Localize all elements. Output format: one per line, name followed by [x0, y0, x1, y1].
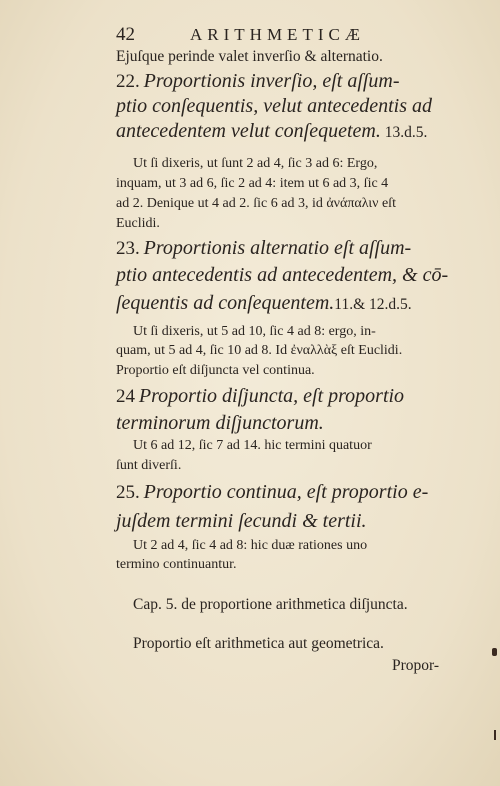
definition-text: ptio antecedentis ad antecedentem, & cō- — [116, 264, 449, 286]
definition-text — [116, 120, 427, 143]
text-line: Ejuſque perinde valet inverſio & alternatio. — [116, 48, 383, 65]
definition-text: juſdem termini ſecundi & tertii. — [116, 510, 367, 532]
running-title: ARITHMETICÆ — [190, 25, 365, 44]
example-line: ſunt diverſi. — [116, 458, 182, 473]
text-line: Proportio eſt diſjuncta vel continua. — [116, 363, 315, 378]
definition-heading-25 — [116, 481, 428, 504]
text-line: Proportio eſt arithmetica aut geometrica. — [133, 635, 384, 652]
definition-text-end: antecedentem velut conſequetem. — [116, 120, 381, 142]
definition-text: Proportio diſjuncta, eſt proportio — [138, 385, 405, 407]
definition-text-end: ſequentis ad conſequentem. — [116, 292, 335, 314]
definition-heading-24 — [116, 385, 404, 408]
catchword: Propor- — [392, 657, 440, 674]
example-line: termino continuantur. — [116, 557, 237, 572]
definition-heading-23 — [116, 237, 411, 260]
euclid-reference: 13.d.5. — [380, 124, 428, 141]
definition-text — [116, 292, 412, 315]
ink-mark — [494, 730, 496, 740]
chapter-heading: Cap. 5. de proportione arithmetica diſjuncta. — [133, 596, 408, 613]
example-line: Ut ſi dixeris, ut ſunt 2 ad 4, ſic 3 ad 6: Ergo, — [133, 156, 378, 171]
definition-text: terminorum diſjunctorum. — [116, 412, 324, 434]
ink-blot — [492, 648, 497, 656]
definition-text: ptio conſequentis, velut antecedentis ad — [116, 95, 433, 117]
euclid-reference: 11.& 12.d.5. — [334, 296, 412, 313]
definition-text: Proportionis inverſio, eſt aſſum- — [143, 70, 400, 92]
page-header — [116, 24, 456, 50]
example-line: inquam, ut 3 ad 6, ſic 2 ad 4: item ut 6 ad 3, ſic 4 — [116, 176, 389, 191]
example-line: Ut 2 ad 4, ſic 4 ad 8: hic duæ rationes uno — [133, 538, 368, 553]
definition-number: 23. — [116, 238, 140, 259]
definition-number: 24 — [116, 386, 135, 407]
example-line: Euclidi. — [116, 216, 160, 231]
example-line: quam, ut 5 ad 4, ſic 10 ad 8. Id ἐναλλὰξ eſt Euclidi. — [116, 343, 403, 358]
example-line: Ut ſi dixeris, ut 5 ad 10, ſic 4 ad 8: ergo, in- — [133, 324, 376, 339]
definition-heading-22 — [116, 70, 400, 93]
definition-text: Proportio continua, eſt proportio e- — [143, 481, 429, 503]
page-number: 42 — [116, 24, 135, 45]
definition-number: 25. — [116, 482, 140, 503]
example-line: Ut 6 ad 12, ſic 7 ad 14. hic termini quatuor — [133, 438, 372, 453]
example-line: ad 2. Denique ut 4 ad 2. ſic 6 ad 3, id ἀνάπαλιν eſt — [116, 196, 396, 211]
definition-text: Proportionis alternatio eſt aſſum- — [143, 237, 412, 259]
definition-number: 22. — [116, 71, 140, 92]
